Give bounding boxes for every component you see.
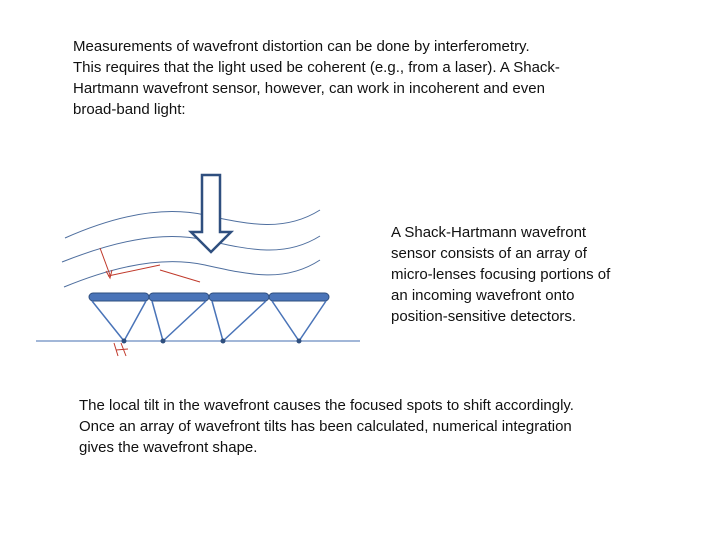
tilt-pointer <box>100 248 110 275</box>
tilt-explanation: The local tilt in the wavefront causes the focused spots to shift accordingly. Once an array of wavefront tilts has been calculated, numerical integration gives the wavefront shape. <box>79 397 574 456</box>
focal-spot <box>297 339 302 344</box>
sensor-description: A Shack-Hartmann wavefront sensor consists of an array of micro-lenses focusing portions of an incoming wavefront onto position-sensitive detectors. <box>391 224 611 325</box>
focal-spot <box>221 339 226 344</box>
microlens <box>89 293 149 344</box>
microlens <box>149 293 209 344</box>
shift-mark <box>114 343 128 356</box>
tilt-annotations <box>100 248 200 356</box>
microlens <box>209 293 269 344</box>
microlens <box>269 293 329 344</box>
focal-spot <box>122 339 127 344</box>
wavefront-line <box>64 260 320 287</box>
focal-spot <box>161 339 166 344</box>
intro-paragraph: Measurements of wavefront distortion can be done by interferometry. This requires that the light used be coherent (e.g., from a laser). A Shack- Hartmann wavefront sensor, however, can work in incoherent and even broad-band light: <box>73 38 560 118</box>
microlens-array <box>89 293 329 344</box>
tilt-line <box>160 270 200 282</box>
tilt-line <box>108 265 160 276</box>
